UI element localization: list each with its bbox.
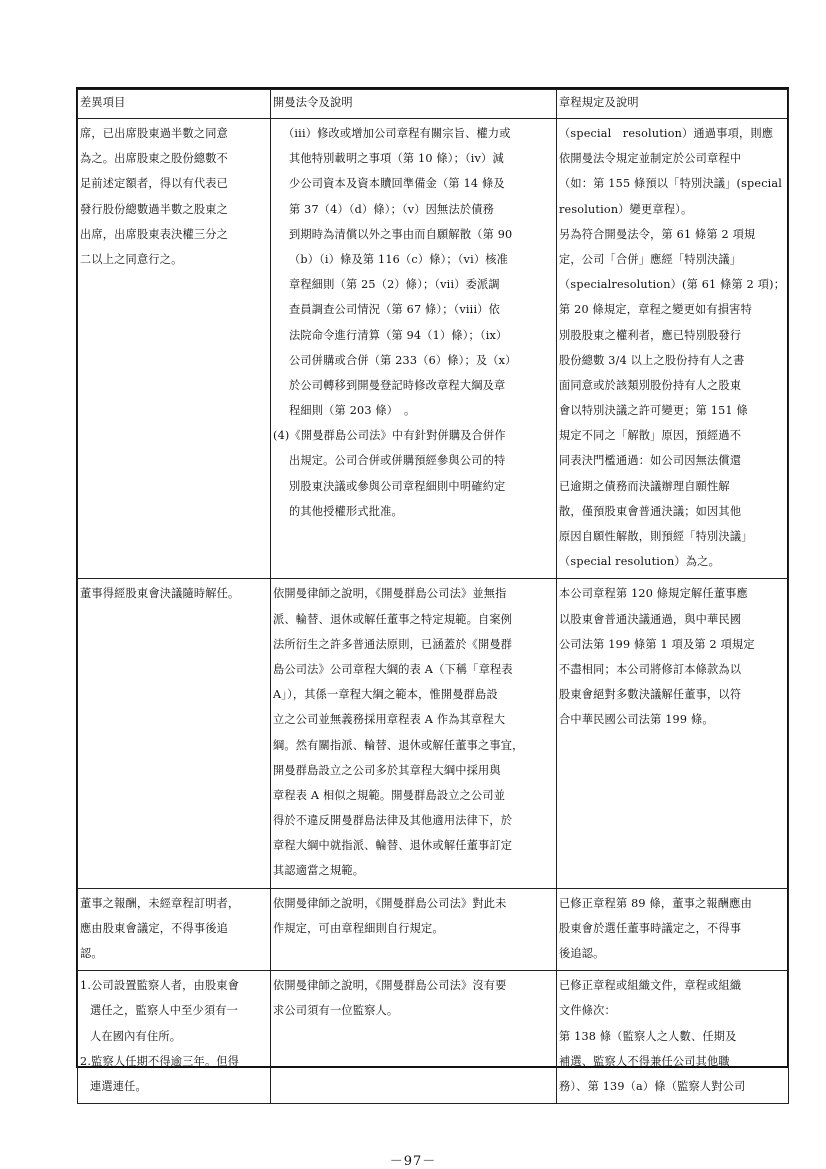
text-line: (4)《開曼群島公司法》中有針對併購及合併作 bbox=[273, 429, 506, 443]
text-line: 已逾期之債務而決議辦理自願性解 bbox=[559, 479, 730, 493]
cayman-law-cell bbox=[271, 971, 557, 1104]
text-line: 合中華民國公司法第 199 條。 bbox=[559, 713, 714, 727]
table-row bbox=[78, 579, 789, 888]
text-line: 依開曼律師之說明，《開曼群島公司法》並無指 bbox=[273, 587, 507, 601]
text-line: 依開曼律師之說明，《開曼群島公司法》沒有要 bbox=[273, 979, 507, 993]
difference-item-cell bbox=[78, 888, 271, 971]
text-line: 補選、監察人不得兼任公司其他職 bbox=[559, 1054, 730, 1068]
comparison-table bbox=[77, 89, 789, 1104]
text-line: 面同意或於該類別股份持有人之股東 bbox=[559, 378, 742, 392]
text-line: 作規定，可由章程細則自行規定。 bbox=[273, 921, 444, 935]
text-line: 不盡相同；本公司將修訂本條款為以 bbox=[559, 662, 742, 676]
text-line: 另為符合開曼法令，第 61 條第 2 項規 bbox=[559, 227, 756, 241]
text-line: resolution）變更章程）。 bbox=[559, 202, 693, 216]
text-line: 定，公司「合併」應經「特別決議」 bbox=[559, 252, 742, 266]
header-charter-rule bbox=[557, 90, 789, 119]
text-line: 查員調查公司情況（第 67 條）；（viii）依 bbox=[289, 303, 501, 317]
text-line: A」），其係一章程大綱之範本，惟開曼群島設 bbox=[273, 688, 498, 702]
text-line: 規定不同之「解散」原因，預經過不 bbox=[559, 429, 742, 443]
text-line: 章程表 A 相似之規範。開曼群島設立之公司並 bbox=[273, 788, 506, 802]
header-label: 開曼法令及說明 bbox=[273, 96, 353, 109]
text-line: 第 138 條（監察人之人數、任期及 bbox=[559, 1029, 737, 1043]
cayman-law-cell bbox=[271, 888, 557, 971]
text-line: 2.監察人任期不得逾三年。但得 bbox=[80, 1054, 240, 1068]
text-line: （specialresolution）(第 61 條第 2 項)； bbox=[559, 278, 786, 292]
text-line: 會以特別決議之許可變更；第 151 條 bbox=[559, 404, 748, 418]
header-cayman-law bbox=[271, 90, 557, 119]
text-line: 已修正章程第 89 條，董事之報酬應由 bbox=[559, 896, 752, 910]
text-line: 選任之，監察人中至少須有一 bbox=[90, 1004, 239, 1018]
text-line: 法所衍生之許多普通法原則，已涵蓋於《開曼群 bbox=[273, 637, 513, 651]
text-line: 已修正章程或組織文件，章程或組織 bbox=[559, 979, 742, 993]
text-line: 其認適當之規範。 bbox=[273, 864, 365, 878]
text-line: 出席，出席股東表決權三分之 bbox=[80, 227, 229, 241]
text-line: 的其他授權形式批准。 bbox=[289, 504, 403, 518]
text-line: 求公司須有一位監察人。 bbox=[273, 1004, 399, 1018]
text-line: 文件條次： bbox=[559, 1004, 616, 1018]
text-line: 公司併購或合併（第 233（6）條）；及（x） bbox=[289, 353, 517, 367]
text-line: 少公司資本及資本贖回準備金（第 14 條及 bbox=[289, 177, 505, 191]
text-line: 發行股份總數過半數之股東之 bbox=[80, 202, 229, 216]
text-line: 足前述定額者，得以有代表已 bbox=[80, 177, 229, 191]
text-line: 務）、第 139（a）條（監察人對公司 bbox=[559, 1079, 746, 1093]
text-line: 島公司法》公司章程大綱的表 A（下稱「章程表 bbox=[273, 662, 513, 676]
text-line: 後追認。 bbox=[559, 947, 605, 960]
text-line: 得於不違反開曼群島法律及其他適用法律下，於 bbox=[273, 814, 513, 828]
text-line: 席，已出席股東過半數之同意 bbox=[80, 127, 229, 140]
text-line: 應由股東會議定，不得事後追 bbox=[80, 921, 229, 935]
text-line: 原因自願性解散，則預經「特別決議」 bbox=[559, 530, 753, 543]
table-row bbox=[78, 119, 789, 579]
difference-item-cell bbox=[78, 119, 271, 579]
table-header-row bbox=[78, 90, 789, 119]
charter-rule-cell bbox=[557, 119, 789, 579]
text-line: 別股股東之權利者，應已特別股發行 bbox=[559, 328, 742, 342]
table-row bbox=[78, 888, 789, 971]
charter-rule-cell bbox=[557, 888, 789, 971]
text-line: 其他特別載明之事項（第 10 條）；（iv）減 bbox=[289, 152, 504, 166]
text-line: 股東會於選任董事時議定之，不得事 bbox=[559, 921, 742, 935]
text-line: 認。 bbox=[80, 947, 103, 960]
text-line: 以股東會普通決議通過，與中華民國 bbox=[559, 612, 742, 626]
text-line: （如：第 155 條預以「特別決議」(special bbox=[559, 177, 783, 191]
header-difference-item bbox=[78, 90, 271, 119]
text-line: 第 37（4）（d）條）；（v）因無法於債務 bbox=[289, 202, 494, 216]
text-line: 開曼群島設立之公司多於其章程大綱中採用與 bbox=[273, 763, 501, 777]
text-line: 人在國內有住所。 bbox=[90, 1029, 182, 1043]
text-line: 章程大綱中就指派、輪替、退休或解任董事訂定 bbox=[273, 839, 513, 853]
text-line: （iii）修改或增加公司章程有關宗旨、權力或 bbox=[283, 127, 511, 140]
difference-item-cell bbox=[78, 971, 271, 1104]
text-line: 股份總數 3/4 以上之股份持有人之書 bbox=[559, 353, 745, 367]
text-line: （special resolution）通過事項，則應 bbox=[559, 127, 774, 140]
text-line: 依開曼法令規定並制定於公司章程中 bbox=[559, 152, 742, 166]
text-line: 到期時為清償以外之事由而自願解散（第 90 bbox=[289, 227, 513, 241]
text-line: 程細則（第 203 條） 。 bbox=[289, 404, 416, 418]
header-label: 章程規定及說明 bbox=[559, 96, 639, 109]
text-line: 依開曼律師之說明，《開曼群島公司法》對此未 bbox=[273, 896, 507, 910]
text-line: （special resolution）為之。 bbox=[559, 555, 720, 569]
text-line: 公司法第 199 條第 1 項及第 2 項規定 bbox=[559, 637, 755, 651]
text-line: 第 20 條規定，章程之變更如有損害特 bbox=[559, 303, 752, 317]
table-row bbox=[78, 971, 789, 1104]
text-line: 章程細則（第 25（2）條）；（vii）委派調 bbox=[289, 278, 500, 292]
text-line: 1.公司設置監察人者，由股東會 bbox=[80, 979, 240, 993]
text-line: 連選連任。 bbox=[90, 1079, 147, 1093]
text-line: 董事之報酬，未經章程訂明者， bbox=[80, 896, 240, 910]
cayman-law-cell bbox=[271, 579, 557, 888]
text-line: 出規定。公司合併或併購預經參與公司的特 bbox=[289, 454, 506, 468]
charter-rule-cell bbox=[557, 971, 789, 1104]
difference-item-cell bbox=[78, 579, 271, 888]
text-line: （b）（i）條及第 116（c）條）；（vi）核准 bbox=[289, 252, 509, 266]
text-line: 為之。出席股東之股份總數不 bbox=[80, 152, 229, 166]
header-label: 差異項目 bbox=[80, 96, 126, 109]
text-line: 派、輪替、退休或解任董事之特定規範。自案例 bbox=[273, 612, 513, 626]
text-line: 法院命令進行清算（第 94（1）條）；（ix） bbox=[289, 328, 508, 342]
text-line: 綱。然有關指派、輪替、退休或解任董事之事宜， bbox=[273, 738, 524, 752]
text-line: 同表決門檻通過：如公司因無法償還 bbox=[559, 454, 742, 468]
text-line: 董事得經股東會決議隨時解任。 bbox=[80, 587, 240, 601]
text-line: 本公司章程第 120 條規定解任董事應 bbox=[559, 587, 748, 601]
text-line: 於公司轉移到開曼登記時修改章程大綱及章 bbox=[289, 378, 506, 392]
cayman-law-cell bbox=[271, 119, 557, 579]
page-number: －97－ bbox=[389, 1154, 437, 1169]
text-line: 散，僅預股東會普通決議；如因其他 bbox=[559, 504, 742, 518]
text-line: 二以上之同意行之。 bbox=[80, 252, 183, 266]
text-line: 股東會絕對多數決議解任董事，以符 bbox=[559, 688, 742, 702]
text-line: 立之公司並無義務採用章程表 A 作為其章程大 bbox=[273, 713, 506, 727]
charter-rule-cell bbox=[557, 579, 789, 888]
text-line: 別股東決議或參與公司章程細則中明確約定 bbox=[289, 479, 506, 493]
